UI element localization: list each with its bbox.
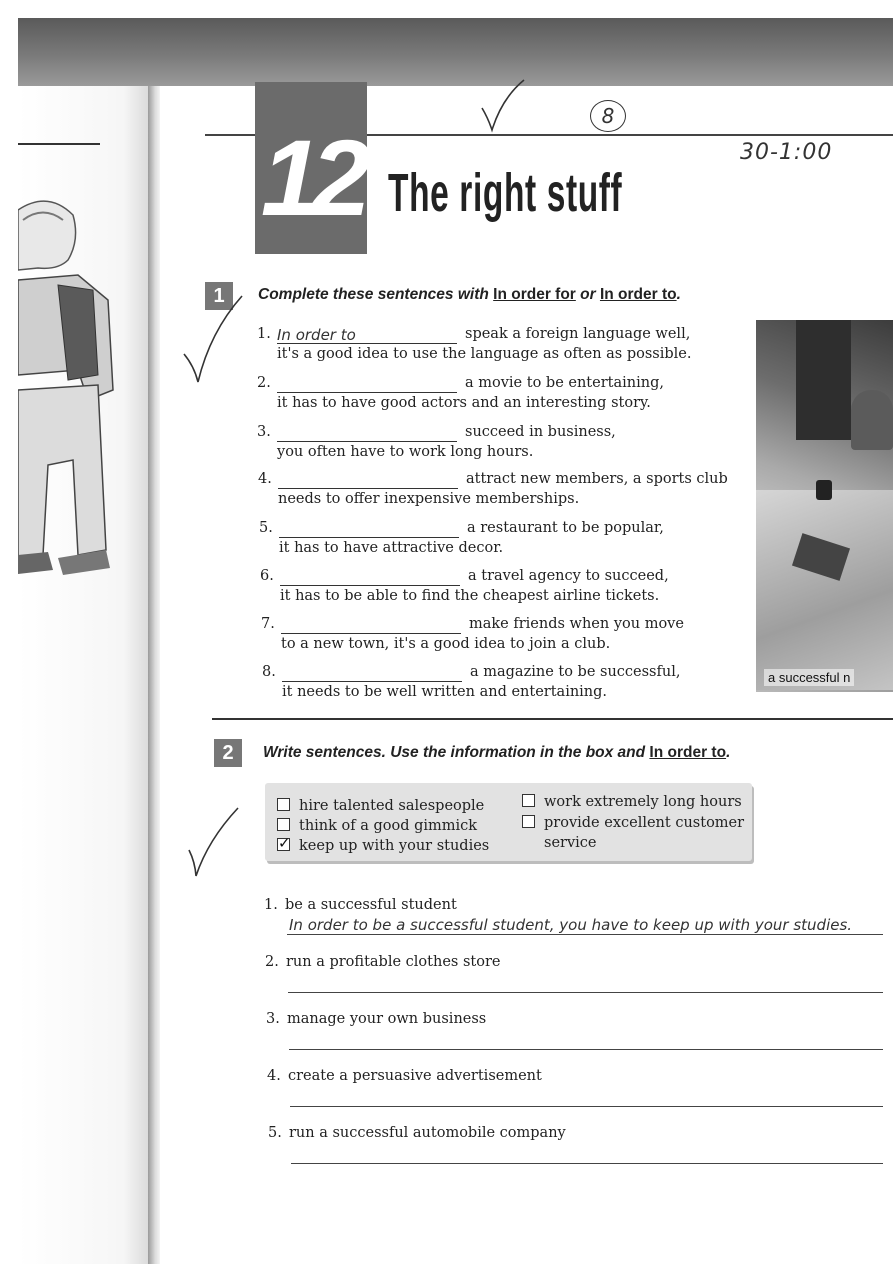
exercise-1-item — [257, 373, 664, 413]
item-text: a movie to be entertaining, — [465, 375, 664, 391]
answer-blank[interactable] — [282, 663, 462, 682]
item-prompt: be a successful student — [285, 897, 457, 913]
box-option-label-cont: service — [544, 835, 597, 851]
handwritten-check-icon — [180, 292, 250, 386]
item-text-cont: you often have to work long hours. — [277, 444, 534, 460]
checkbox-icon[interactable] — [277, 818, 290, 831]
exercise-1-item — [260, 566, 669, 606]
chapter-title: The right stuff — [388, 163, 623, 223]
item-number: 6. — [260, 568, 274, 584]
exercise-1-number: 1 — [205, 282, 233, 310]
checkbox-icon[interactable] — [522, 815, 535, 828]
item-number: 1. — [257, 326, 271, 342]
item-prompt: create a persuasive advertisement — [288, 1068, 542, 1084]
checkbox-icon[interactable] — [277, 798, 290, 811]
exercise-1-item — [257, 324, 691, 364]
heading-text: Complete these sentences with — [258, 286, 494, 303]
photo-person-shape — [851, 390, 893, 450]
chapter-number: 12 — [260, 117, 362, 238]
book-spine — [148, 86, 160, 1264]
item-text-cont: it has to have good actors and an interesting story. — [277, 395, 651, 411]
box-option[interactable] — [522, 813, 744, 833]
box-option-label: keep up with your studies — [299, 838, 490, 854]
item-text: speak a foreign language well, — [465, 326, 691, 342]
answer-blank[interactable] — [279, 519, 459, 538]
exercise-2-item — [264, 895, 457, 915]
scan-shadow-top — [18, 18, 893, 86]
cartoon-man-illustration — [18, 190, 118, 585]
answer-blank[interactable] — [281, 615, 461, 634]
item-text-cont: to a new town, it's a good idea to join a club. — [281, 636, 611, 652]
heading-keyword: In order to — [649, 744, 727, 761]
item-number: 3. — [257, 424, 271, 440]
item-prompt: run a successful automobile company — [289, 1125, 566, 1141]
item-number: 4. — [258, 471, 272, 487]
answer-blank[interactable] — [280, 567, 460, 586]
item-prompt: manage your own business — [287, 1011, 487, 1027]
checked-checkbox-icon[interactable] — [277, 838, 290, 851]
item-text: succeed in business, — [465, 424, 616, 440]
item-number: 7. — [261, 616, 275, 632]
exercise-1-item — [258, 469, 728, 509]
item-text-cont: it has to have attractive decor. — [279, 540, 504, 556]
box-option-label: work extremely long hours — [544, 794, 742, 810]
item-number: 5. — [268, 1125, 282, 1141]
item-number: 2. — [265, 954, 279, 970]
exercise-2-item — [265, 952, 500, 972]
photo-caption: a successful n — [764, 669, 854, 686]
item-number: 4. — [267, 1068, 281, 1084]
item-text-cont: it has to be able to find the cheapest airline tickets. — [280, 588, 660, 604]
item-prompt: run a profitable clothes store — [286, 954, 501, 970]
exercise-2-item — [267, 1066, 542, 1086]
exercise-1-item — [262, 662, 680, 702]
answer-line[interactable] — [288, 992, 883, 993]
photo-building-shape — [796, 320, 851, 440]
exercise-2-number: 2 — [214, 739, 242, 767]
handwritten-check-icon — [478, 78, 528, 134]
answer-blank[interactable] — [277, 374, 457, 393]
item-text-cont: needs to offer inexpensive memberships. — [278, 491, 580, 507]
box-option-label: provide excellent customer — [544, 815, 745, 831]
exercise-1-heading — [258, 286, 681, 304]
heading-text: or — [575, 286, 600, 303]
office-photo — [756, 320, 893, 692]
heading-keyword: In order for — [493, 286, 576, 303]
checkbox-icon[interactable] — [522, 794, 535, 807]
answer-line[interactable] — [289, 1049, 883, 1050]
item-text: a magazine to be successful, — [470, 664, 681, 680]
item-text-cont: it needs to be well written and entertaining. — [282, 684, 608, 700]
exercise-2-item — [266, 1009, 486, 1029]
exercise-2-item — [268, 1123, 566, 1143]
answer-blank[interactable] — [277, 423, 457, 442]
heading-text: . — [726, 744, 731, 761]
handwritten-score: 8 — [590, 100, 626, 132]
answer-blank[interactable]: In order to — [277, 325, 457, 344]
answer-text[interactable]: In order to be a successful student, you have to keep up with your studies. — [289, 916, 853, 934]
item-text: attract new members, a sports club — [466, 471, 728, 487]
item-number: 1. — [264, 897, 278, 913]
photo-desk-shape — [756, 490, 893, 690]
photo-mug-shape — [816, 480, 832, 500]
heading-text: Write sentences. Use the information in the box and — [263, 744, 650, 761]
item-text: a travel agency to succeed, — [468, 568, 669, 584]
item-number: 3. — [266, 1011, 280, 1027]
box-option[interactable] — [277, 796, 484, 816]
box-option[interactable] — [277, 816, 477, 836]
exercise-1-item — [259, 518, 664, 558]
answer-line[interactable] — [287, 934, 883, 935]
heading-keyword: In order to — [599, 286, 677, 303]
box-option[interactable] — [522, 792, 742, 812]
heading-text: . — [676, 286, 681, 303]
item-number: 5. — [259, 520, 273, 536]
exercise-2-heading — [263, 744, 730, 762]
left-page-rule — [18, 143, 100, 145]
item-text: a restaurant to be popular, — [467, 520, 664, 536]
item-text-cont: it's a good idea to use the language as often as possible. — [277, 346, 692, 362]
item-text: make friends when you move — [469, 616, 684, 632]
item-number: 2. — [257, 375, 271, 391]
item-number: 8. — [262, 664, 276, 680]
exercise-1-item — [261, 614, 684, 654]
handwritten-time: 30-1:00 — [740, 140, 833, 165]
answer-blank[interactable] — [278, 470, 458, 489]
section-divider — [212, 718, 893, 720]
box-option-label: think of a good gimmick — [299, 818, 478, 834]
handwritten-check-icon — [186, 804, 242, 880]
answer-line[interactable] — [291, 1163, 883, 1164]
box-option-label: hire talented salespeople — [299, 798, 485, 814]
answer-line[interactable] — [290, 1106, 883, 1107]
box-option[interactable] — [277, 836, 489, 856]
exercise-1-item — [257, 422, 616, 462]
